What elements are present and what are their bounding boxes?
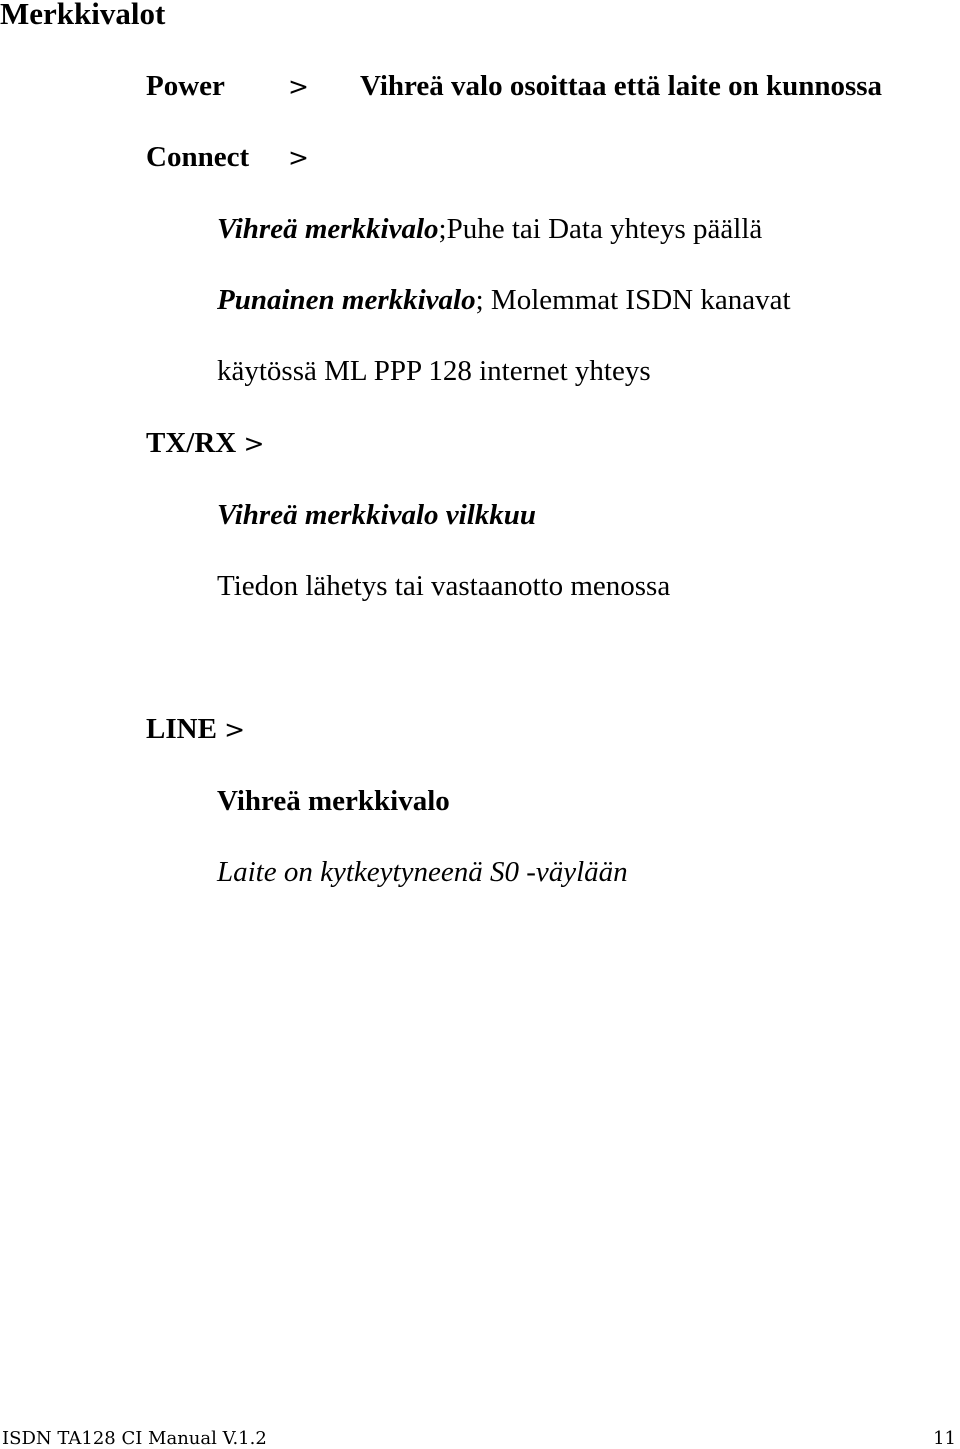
- txrx-row: [146, 429, 264, 458]
- power-description: Vihreä valo osoittaa että laite on kunnossa: [360, 70, 883, 102]
- line-arrow: >: [224, 715, 246, 744]
- connect-green-state: Vihreä merkkivalo: [217, 213, 439, 245]
- power-row: [146, 72, 225, 101]
- connect-green-text: ;Puhe tai Data yhteys päällä: [438, 213, 763, 245]
- line-label: LINE: [146, 713, 217, 745]
- page-footer: [0, 1428, 960, 1448]
- line-row: [146, 715, 245, 744]
- txrx-label: TX/RX: [146, 427, 237, 459]
- connect-label: Connect: [146, 141, 250, 173]
- line-text: Laite on kytkeytyneenä S0 -väylään: [217, 856, 628, 888]
- connect-green-line: [217, 215, 762, 244]
- txrx-state: Vihreä merkkivalo vilkkuu: [217, 499, 537, 531]
- txrx-arrow: >: [243, 429, 265, 458]
- power-label: Power: [146, 70, 225, 102]
- connect-row: [146, 143, 249, 172]
- txrx-text: Tiedon lähetys tai vastaanotto menossa: [217, 570, 671, 602]
- power-arrow-wrap: [288, 72, 309, 101]
- connect-red-text: ; Molemmat ISDN kanavat: [475, 284, 791, 316]
- page-title: Merkkivalot: [0, 0, 166, 31]
- power-arrow: >: [288, 72, 309, 101]
- connect-red-state: Punainen merkkivalo: [217, 284, 476, 316]
- footer-manual: ISDN TA128 CI Manual V.1.2: [2, 1428, 267, 1449]
- line-state: Vihreä merkkivalo: [217, 785, 450, 817]
- connect-arrow: >: [288, 143, 309, 172]
- footer-page-number: 11: [933, 1428, 956, 1449]
- connect-red-line: [217, 286, 791, 315]
- connect-red-text2: käytössä ML PPP 128 internet yhteys: [217, 355, 651, 387]
- connect-arrow-wrap: [288, 143, 309, 172]
